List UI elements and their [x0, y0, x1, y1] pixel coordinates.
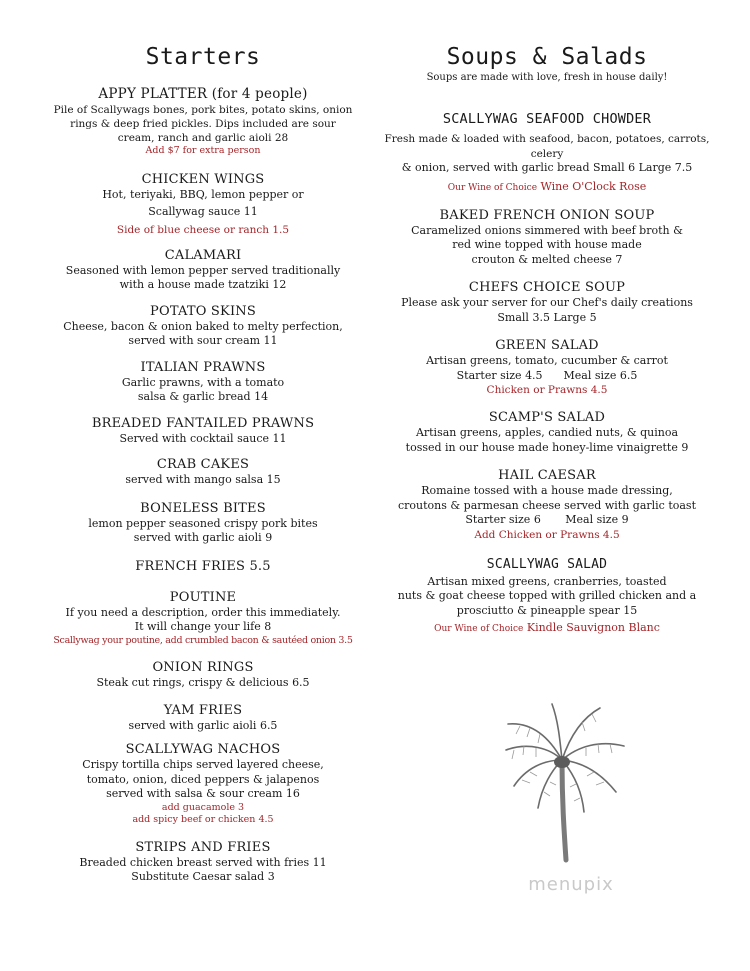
wine-name: Kindle Sauvignon Blanc — [526, 621, 660, 634]
item-desc: served with mango salsa 15 — [125, 473, 281, 486]
item-title: ITALIAN PRAWNS — [140, 359, 266, 375]
item-desc: Starter size 6 Meal size 9 — [465, 513, 629, 526]
item-title: POUTINE — [169, 589, 237, 605]
item-note: Add $7 for extra person — [145, 145, 261, 156]
menu-item — [380, 337, 714, 397]
item-desc: Pile of Scallywags bones, pork bites, potato skins, onion — [53, 104, 353, 116]
item-title: ONION RINGS — [152, 660, 254, 675]
item-desc: Artisan greens, tomato, cucumber & carrot — [426, 354, 668, 367]
item-desc: Garlic prawns, with a tomato — [121, 375, 285, 389]
item-desc: Artisan greens, apples, candied nuts, & quinoa — [415, 426, 679, 439]
item-desc: Hot, teriyaki, BBQ, lemon pepper or — [102, 187, 304, 201]
item-desc: served with garlic aioli 6.5 — [128, 718, 278, 732]
item-desc: Seasoned with lemon pepper served traditionally — [65, 263, 341, 277]
item-title: BONELESS BITES — [140, 500, 266, 516]
item-desc: tomato, onion, diced peppers & jalapenos — [86, 772, 320, 786]
item-desc: Starter size 4.5 Meal size 6.5 — [456, 368, 638, 382]
item-desc: Crispy tortilla chips served layered cheese, — [82, 758, 324, 771]
soups-salads-column — [380, 0, 714, 636]
item-title: SCAMP'S SALAD — [488, 410, 606, 425]
item-title: GREEN SALAD — [495, 338, 599, 353]
item-desc: & onion, served with garlic bread Small 6 Large 7.5 — [401, 161, 693, 174]
item-title: POTATO SKINS — [150, 303, 256, 319]
item-desc: Steak cut rings, crispy & delicious 6.5 — [96, 676, 310, 689]
menu-item — [22, 171, 384, 237]
item-desc: prosciutto & pineapple spear 15 — [456, 603, 638, 617]
palm-tree-icon — [500, 700, 630, 865]
wine-pairing — [380, 180, 714, 195]
item-desc: crouton & melted cheese 7 — [471, 252, 623, 266]
soups-salads-heading: Soups & Salads — [446, 44, 648, 70]
item-desc: nuts & goat cheese topped with grilled chicken and a — [397, 589, 697, 602]
wine-label: Our Wine of Choice — [447, 182, 538, 193]
menu-item — [22, 456, 384, 488]
item-desc: rings & deep fried pickles. Dips included are sour — [70, 118, 336, 130]
item-desc: Breaded chicken breast served with fries 11 — [79, 855, 327, 869]
item-title: CALAMARI — [164, 247, 242, 263]
item-desc: Substitute Caesar salad 3 — [131, 870, 275, 883]
wine-name: Wine O'Clock Rose — [540, 179, 647, 193]
soups-tagline: Soups are made with love, fresh in house daily! — [426, 72, 668, 83]
menu-item — [22, 359, 384, 405]
item-desc: with a house made tzatziki 12 — [119, 278, 287, 291]
item-desc: Served with cocktail sauce 11 — [119, 431, 287, 445]
item-title: CRAB CAKES — [156, 457, 250, 472]
menu-item — [380, 207, 714, 268]
item-desc: cream, ranch and garlic aioli 28 — [117, 132, 289, 144]
menu-item — [380, 111, 714, 195]
item-desc: lemon pepper seasoned crispy pork bites — [88, 516, 318, 530]
item-desc: served with sour cream 11 — [128, 334, 278, 347]
menu-item — [22, 839, 384, 885]
item-desc: Please ask your server for our Chef's daily creations — [401, 296, 693, 309]
item-title: SCALLYWAG SEAFOOD CHOWDER — [442, 111, 652, 127]
wine-pairing — [380, 621, 714, 636]
item-title: SCALLYWAG SALAD — [486, 556, 608, 572]
menu-item — [22, 589, 384, 648]
item-desc: Fresh made & loaded with seafood, bacon, potatoes, carrots, celery — [384, 133, 710, 160]
menupix-watermark: menupix — [528, 874, 614, 895]
menu-item — [380, 409, 714, 455]
menu-item — [22, 86, 384, 158]
starters-column — [22, 0, 384, 885]
menu-item — [22, 558, 384, 575]
item-title: SCALLYWAG NACHOS — [125, 742, 281, 757]
menu-item — [22, 500, 384, 546]
item-note: Scallywag your poutine, add crumbled bacon & sautéed onion 3.5 — [53, 634, 353, 646]
menu-item — [380, 556, 714, 637]
item-desc: tossed in our house made honey-lime vinaigrette 9 — [405, 440, 689, 454]
menu-item — [22, 659, 384, 691]
item-desc: It will change your life 8 — [134, 620, 272, 633]
item-desc: salsa & garlic bread 14 — [137, 390, 269, 403]
item-desc: Caramelized onions simmered with beef broth & — [411, 223, 683, 237]
item-note: Add Chicken or Prawns 4.5 — [474, 528, 620, 541]
item-desc: Artisan mixed greens, cranberries, toasted — [427, 574, 667, 588]
item-title: CHICKEN WINGS — [141, 171, 265, 187]
item-desc: Romaine tossed with a house made dressing, — [421, 484, 673, 497]
menu-item — [22, 741, 384, 827]
menu-item — [22, 702, 384, 734]
menu-item — [22, 303, 384, 349]
item-title: FRENCH FRIES 5.5 — [135, 558, 271, 574]
menu-item — [380, 279, 714, 325]
menu-item — [22, 415, 384, 447]
item-note: add guacamole 3 — [161, 801, 245, 813]
item-title: BAKED FRENCH ONION SOUP — [439, 207, 655, 223]
item-title: APPY PLATTER (for 4 people) — [98, 86, 308, 102]
menu-item — [380, 467, 714, 542]
menu-item — [22, 247, 384, 293]
starters-heading: Starters — [145, 44, 261, 70]
item-desc: Small 3.5 Large 5 — [497, 310, 597, 324]
item-desc: If you need a description, order this immediately. — [65, 605, 341, 619]
item-desc: croutons & parmesan cheese served with garlic toast — [397, 498, 696, 512]
item-note: Chicken or Prawns 4.5 — [486, 384, 608, 396]
wine-label: Our Wine of Choice — [434, 624, 524, 634]
item-title: HAIL CAESAR — [498, 468, 596, 483]
item-note: add spicy beef or chicken 4.5 — [132, 814, 274, 825]
item-desc: Cheese, bacon & onion baked to melty perfection, — [63, 319, 343, 333]
item-title: YAM FRIES — [163, 702, 243, 718]
item-desc: served with garlic aioli 9 — [133, 531, 273, 544]
item-note: Side of blue cheese or ranch 1.5 — [116, 223, 290, 236]
item-title: BREADED FANTAILED PRAWNS — [91, 415, 315, 431]
item-title: CHEFS CHOICE SOUP — [468, 280, 626, 295]
item-desc: red wine topped with house made — [452, 238, 642, 251]
item-desc: Scallywag sauce 11 — [148, 205, 258, 218]
item-desc: served with salsa & sour cream 16 — [106, 787, 300, 800]
item-title: STRIPS AND FRIES — [135, 839, 271, 855]
